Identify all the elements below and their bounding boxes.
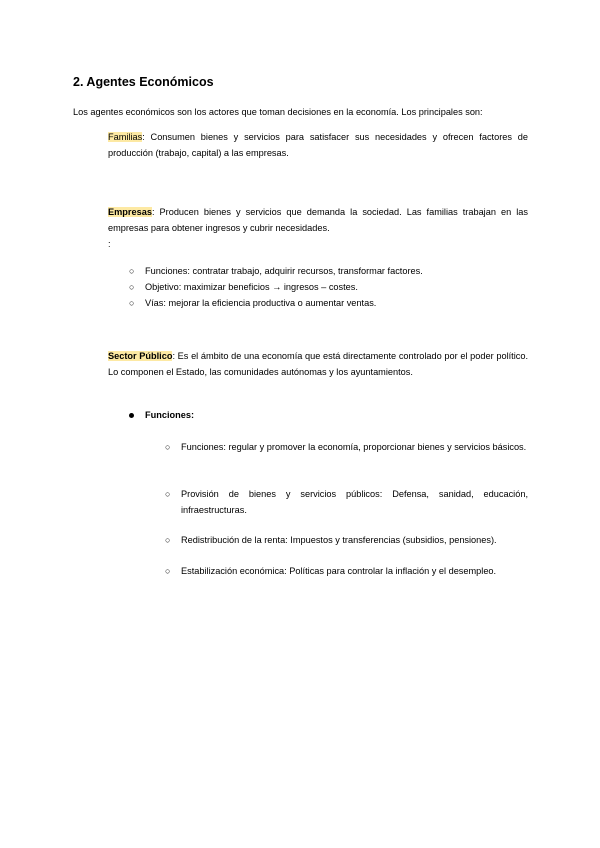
circle-bullet-icon: ○ xyxy=(129,266,135,276)
sector-item-2: Provisión de bienes y servicios públicos: Defensa, sanidad, educación, infraestructuras. xyxy=(181,489,528,515)
empresas-item-2: Objetivo: maximizar beneficios → ingresos – costes. xyxy=(145,282,358,292)
empresas-term: Empresas xyxy=(108,207,152,217)
circle-bullet-icon: ○ xyxy=(129,282,135,292)
sector-publico-paragraph xyxy=(108,348,528,380)
filled-bullet-icon xyxy=(129,413,134,418)
sector-item-1: Funciones: regular y promover la economía, proporcionar bienes y servicios básicos. xyxy=(181,442,527,452)
circle-bullet-icon: ○ xyxy=(165,489,171,499)
circle-bullet-icon: ○ xyxy=(165,566,171,576)
empresas-text: : Producen bienes y servicios que demanda la sociedad. Las familias trabajan en las empresas para obtener ingresos y cubrir necesidades. xyxy=(108,207,528,233)
familias-term: Familias xyxy=(108,132,143,142)
sector-item-3: Redistribución de la renta: Impuestos y transferencias (subsidios, pensiones). xyxy=(181,535,497,545)
familias-text: : Consumen bienes y servicios para satisfacer sus necesidades y ofrecen factores de producción (trabajo, capital) a las empresas. xyxy=(108,132,528,158)
sector-publico-term: Sector Público xyxy=(108,351,173,361)
sector-publico-text: : Es el ámbito de una economía que está directamente controlado por el poder político. Lo componen el Estado, las comunidades autónomas y los ayuntamientos. xyxy=(108,351,529,377)
empresas-item-3: Vías: mejorar la eficiencia productiva o aumentar ventas. xyxy=(145,298,377,308)
intro-paragraph: Los agentes económicos son los actores que toman decisiones en la economía. Los principales son: xyxy=(73,107,483,117)
circle-bullet-icon: ○ xyxy=(165,442,171,452)
section-heading: 2. Agentes Económicos xyxy=(73,75,214,89)
empresas-item-1: Funciones: contratar trabajo, adquirir recursos, transformar factores. xyxy=(145,266,423,276)
familias-paragraph xyxy=(108,129,528,161)
funciones-label: Funciones: xyxy=(145,410,195,420)
empresas-stray-mark: : xyxy=(108,239,111,249)
sector-item-4: Estabilización económica: Políticas para controlar la inflación y el desempleo. xyxy=(181,566,497,576)
circle-bullet-icon: ○ xyxy=(165,535,171,545)
empresas-paragraph xyxy=(108,204,528,236)
circle-bullet-icon: ○ xyxy=(129,298,135,308)
